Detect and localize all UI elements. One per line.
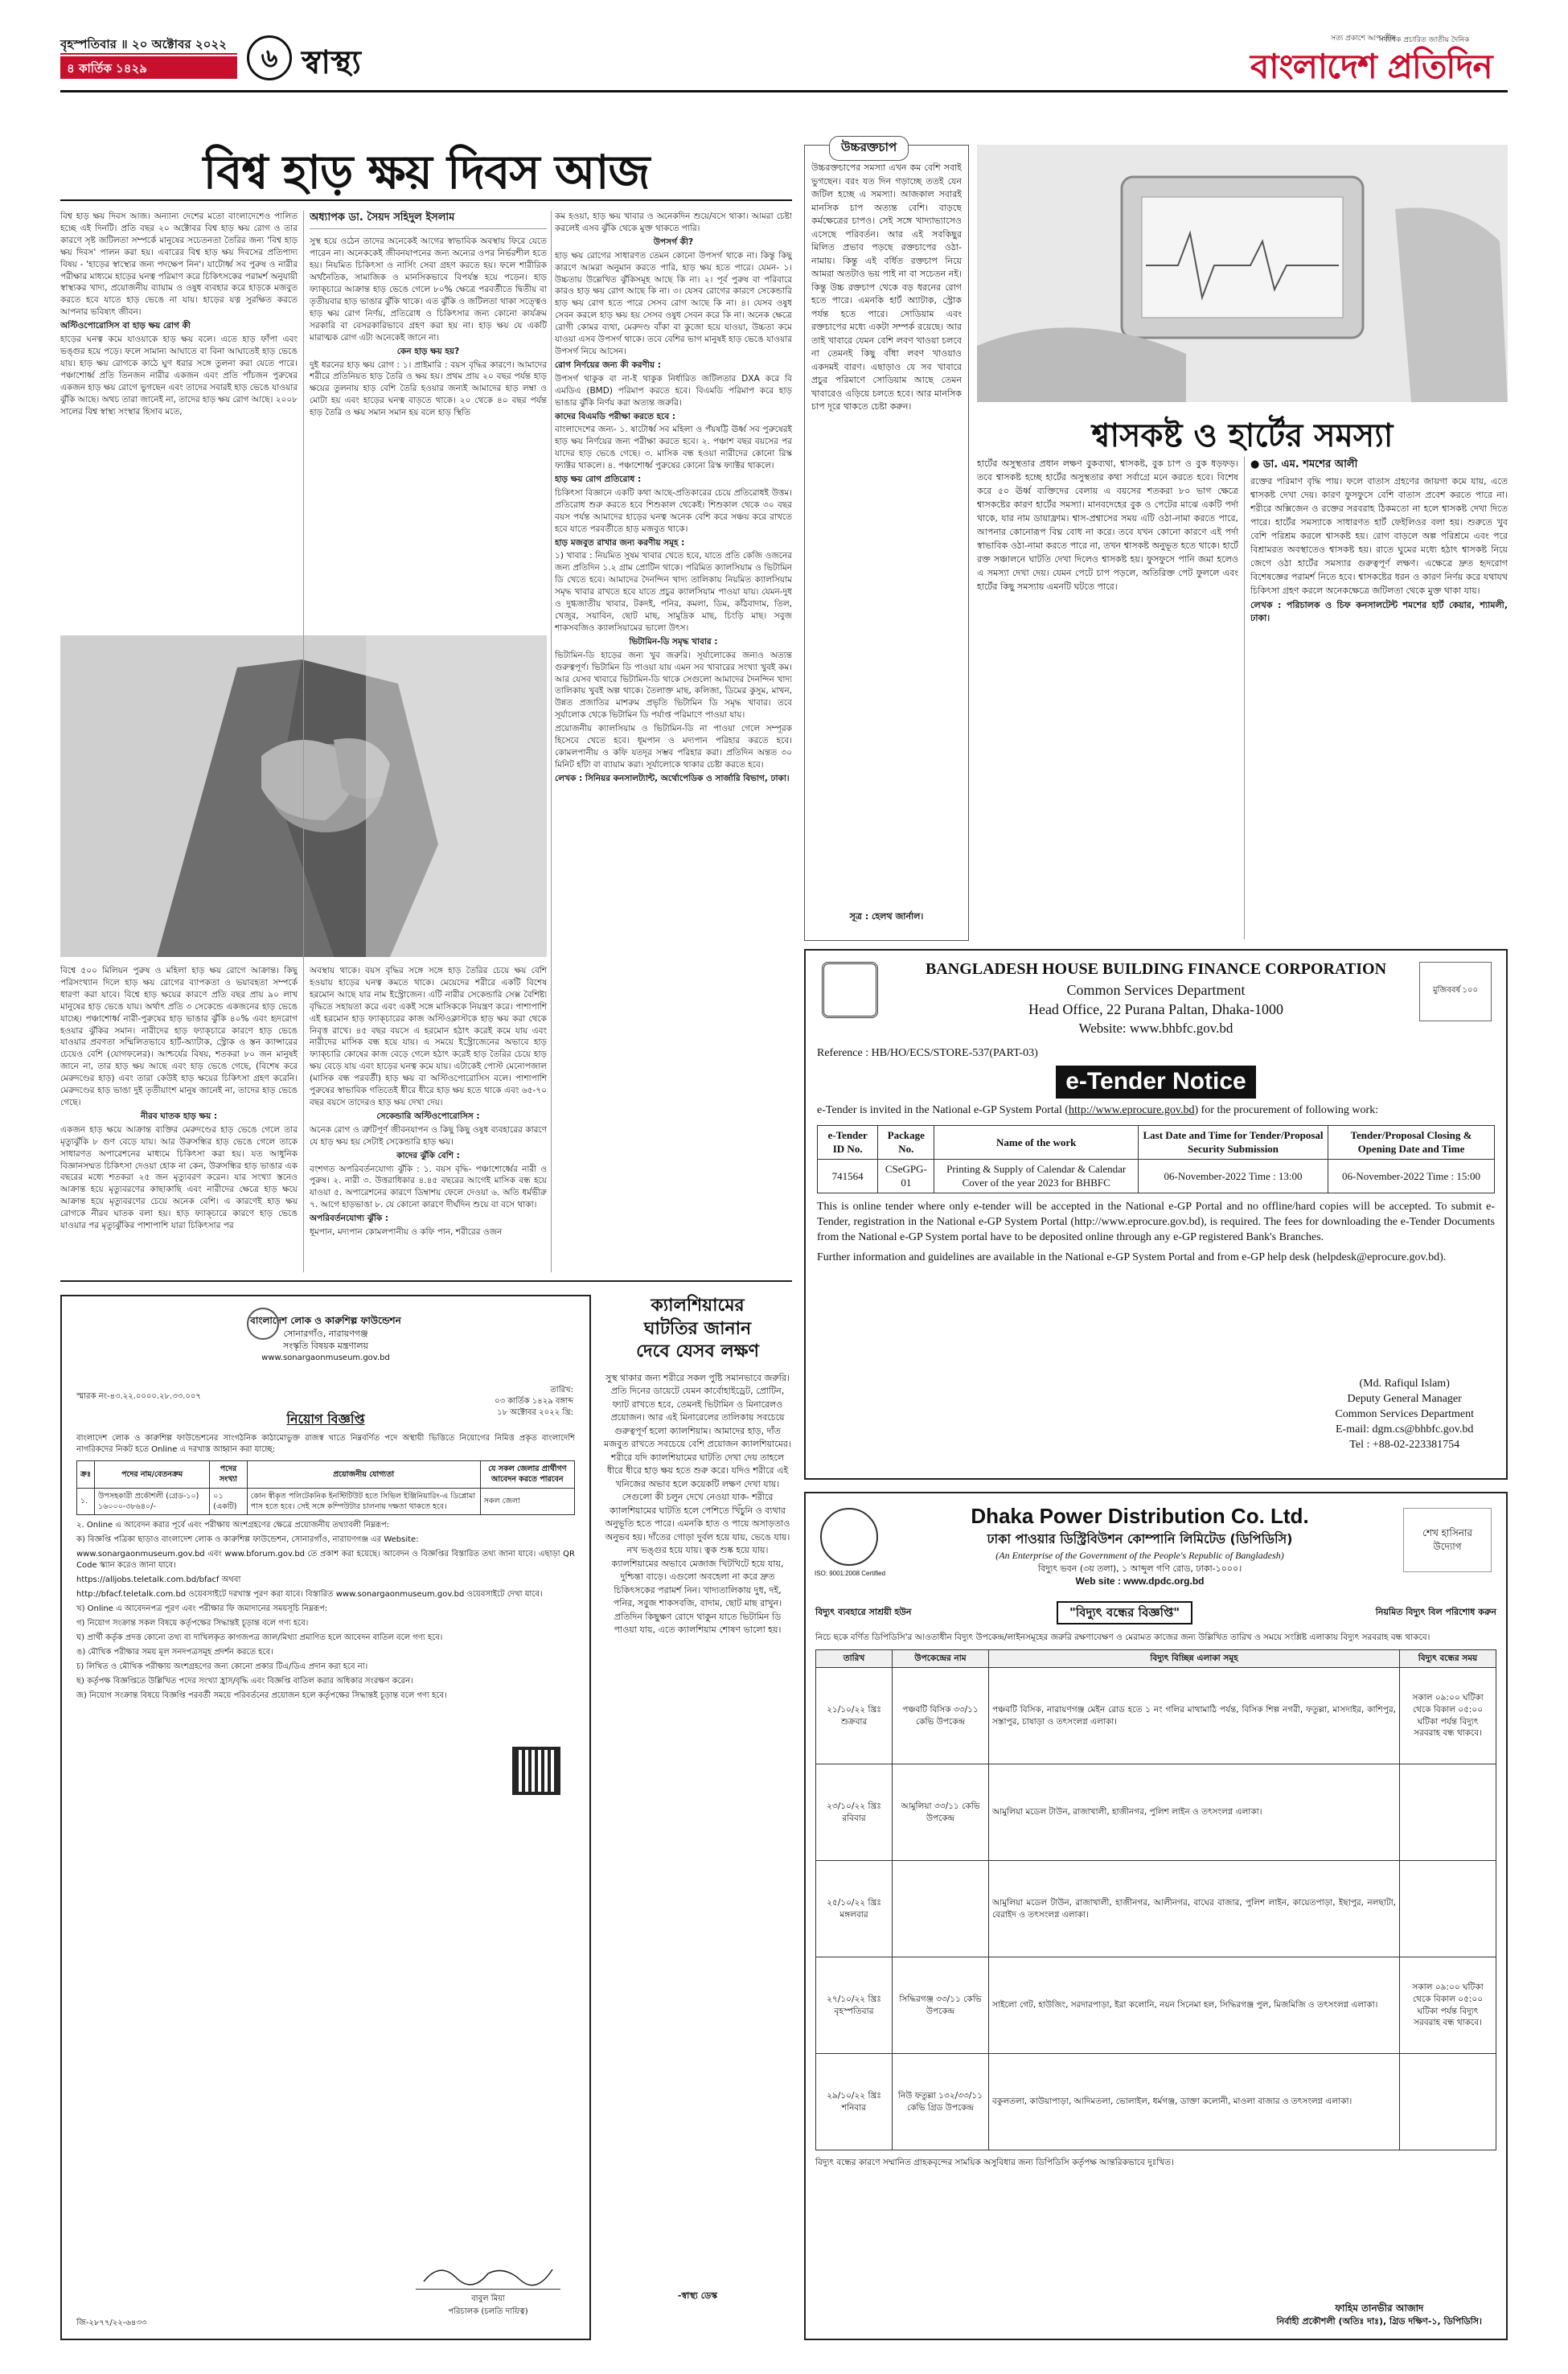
museum-logo <box>247 1308 279 1340</box>
bone-body-what: হাড়ের ঘনত্ব কমে যাওয়াকে হাড় ক্ষয় বলে। এতে হাড় ফাঁপা এবং ভঙ্গুর হয়ে পড়ে। ফলে সামান্য আঘাতে বা বিনা আঘাতেই হাড় ভেঙে যায়। হাড় ক্ষয় রোগকে কাঠে ঘুণ ধরার সঙ্গে তুলনা করা যেতে পারে। পঞ্চাশোর্ধ্ব প্রতি তিনজন নারীর একজন এবং প্রতি পাঁচজন পুরুষের একজন হাড় ক্ষয় রোগে ভুগছেন এবং তাদের সবারই হাড় ভেঙে যাওয়ার ঝুঁকি আছে। অথচ তারা জানেই না, তাদের হাড় ক্ষয় রোগ আছে। ২০০৮ সালের বিশ্ব স্বাস্থ্য সংস্থার হিসাব মতে, <box>60 335 298 417</box>
bhbfc-intro <box>817 1103 1495 1119</box>
bone-col3-body6: ভিটামিন-ডি হাড়ের জন্য খুব জরুরি। সূর্যালোকের জন্যও অত্যন্ত গুরুত্বপূর্ণ। ভিটামিন ডি পাওয়া যায় এমন সব খাবারের সংখ্যা খুবই কম। আর যেসব খাবারে ভিটামিন-ডি থাকে সেগুলো আমাদের দৈনন্দিন খাদ্য তালিকায় খুবই অল্প থাকে। তৈলাক্ত মাছ, কলিজা, ডিমের কুসুম, মাখন, উন্নত প্রজাতির মাশরুম প্রভৃতি ভিটামিন ডি সমৃদ্ধ খাবার। তবে সূর্যালোক থেকে ভিটামিন ডি পর্যাপ্ত পরিমাণে পাওয়া যায়। <box>555 650 792 721</box>
table-cell: সকল জেলা <box>480 1488 574 1515</box>
bhbfc-logo <box>822 962 878 1018</box>
breath-headline: শ্বাসকষ্ট ও হার্টের সমস্যা <box>1091 417 1394 454</box>
museum-post-table <box>76 1460 575 1515</box>
bone-col2-top <box>310 211 547 632</box>
calcium-body: সুস্থ থাকার জন্য শরীরে সকল পুষ্টি সমানভাবে জরুরি। প্রতি দিনের ডায়েটে যেমন কার্বোহাইড্রেট, প্রোটিন, ফ্যাট রাখতে হবে, তেমনই ভিটামিন ও মিনারেলও প্রয়োজন। আর এই মিনারেলের তালিকায় সবচেয়ে গুরুত্বপূর্ণ হলো ক্যালশিয়াম। আমাদের হাড়, দাঁত মজবুত রাখতে সবচেয়ে বেশি প্রয়োজন ক্যালশিয়ামের। শরীরে যদি ক্যালশিয়ামের ঘাটতি দেখা দেয় তাহলে ধীরে ধীরে হাড় ক্ষয় হতে শুরু করে। যদিও শরীরে এই খনিজের অভাব হলে কয়েকটি লক্ষণ দেখা যায়। সেগুলো কী চলুন দেখে নেওয়া যাক- শরীরে ক্যালশিয়ামের ঘাটতি হলে পেশিতে খিঁচুনি ও ব্যথার অনুভূতি হতে পারে। এমনকি হাত ও পায়ে অসাড়তাও অনুভব হয়। দাঁতের গোড়া দুর্বল হয়ে যায়, ভেঙে যায়। নখ ভঙ্গুর হয়ে যায়। ত্বক শুষ্ক হয়ে যায়। ক্যালশিয়ামের অভাবে মেজাজ খিটখিটে হয়ে যায়, দুশ্চিন্তা বাড়ে। এগুলো অবহেলা না করে দ্রুত চিকিৎসকের পরামর্শ নিন। খাদ্যতালিকায় দুধ, দই, পনির, সবুজ শাকসবজি, বাদাম, ছোট মাছ রাখুন। প্রতিদিন কিছুক্ষণ রোদে থাকুন যাতে ভিটামিন ডি পাওয়া যায়, এতে ক্যালশিয়াম শোষণ ভালো হয়। <box>604 1372 791 1636</box>
dpdc-tag-row <box>815 1601 1496 1625</box>
bone-col2-body: সুস্থ হয়ে ওঠেন তাদের অনেকেই আগের স্বাভাবিক অবস্থায় ফিরে যেতে পারেন না। অনেককেই জীবনযাপনের জন্য অন্যের ওপর নির্ভরশীল হতে হয়। নিয়মিত চিকিৎসা ও নার্সিং সেবা গ্রহণ করতে হয়। ফলে শারীরিক অর্থনৈতিক, সামাজিক ও মানসিকভাবে বিপর্যস্ত হয়ে পড়েন। হাড় ফ্যাক্চারে আক্রান্ত হাড় ভেঙে গেলে ৮০% ক্ষেত্রে পরবর্তীতে দ্বিতীয় বা তৃতীয়বার হাড় ভাঙার ঝুঁকি থাকে। এত ঝুঁকি ও জটিলতা থাকা সত্ত্বেও হাড় ক্ষয় রোগ নির্ণয়, প্রতিরোধ ও চিকিৎসার জন্য কোনো কার্যক্রম সরকারি বা বেসরকারিভাবে গ্রহণ করা হয় না। হাড় ক্ষয় যে একটি মারাত্মক রোগ এটা অনেকেই জানে না। <box>310 236 547 343</box>
museum-job-ad <box>60 1295 591 2340</box>
museum-point: জ) নিয়োগ সংক্রান্ত বিষয়ে বিজ্ঞপ্তি পরবর্তী সময়ে পরিবর্তনের প্রয়োজন হলে কর্তৃপক্ষের সিদ্ধান্তই চূড়ান্ত বলে গণ্য হবে। <box>76 1691 447 1701</box>
museum-signer: বাবুল মিয়া <box>471 2294 505 2303</box>
logo-name: বাংলাদেশ প্রতিদিন <box>1250 47 1492 86</box>
museum-point: গ) নিয়োগ সংক্রান্ত সকল বিষয়ে কর্তৃপক্ষের সিদ্ধান্তই চূড়ান্ত বলে গণ্য হবে। <box>76 1619 309 1629</box>
museum-signer-title: পরিচালক (চলতি দায়িত্ব) <box>448 2307 528 2316</box>
museum-signature <box>416 2257 560 2290</box>
section-title: স্বাস্থ্য <box>302 44 362 81</box>
museum-date-block <box>495 1385 573 1419</box>
table-header-cell: যে সকল জেলার প্রার্থীগণ আবেদন করতে পারবেন <box>480 1460 574 1488</box>
bone-subhead-todo: হাড় মজবুত রাখার জন্য করণীয় সমূহ : <box>555 537 685 548</box>
bone-closing: লেখক : সিনিয়র কনসালট্যান্ট, অর্থোপেডিক ও সার্জারি বিভাগ, ঢাকা। <box>555 773 790 783</box>
masthead-rule <box>60 90 1508 92</box>
dpdc-substation-cell: সিদ্ধিরগঞ্জ ৩৩/১১ কেভি উপকেন্দ্র <box>893 1957 989 2054</box>
bhbfc-intro-before: e-Tender is invited in the National e-GP System Portal ( <box>817 1103 1069 1116</box>
museum-points <box>76 1520 575 1702</box>
bone-col3-body5: ১) খাবার : নিয়মিত সুষম খাবার খেতে হবে, যাতে প্রতি কেজি ওজনের জন্য প্রতিদিন ১.২ গ্রাম প্রোটিন থাকে। পরিমিত ক্যালসিয়াম ও ভিটামিন ডি খেতে হবে। আমাদের দৈনন্দিন খাদ্য তালিকায় নিয়মিত ক্যালসিয়াম সমৃদ্ধ খাবার রাখতে হবে যাতে প্রচুর ক্যালসিয়াম পাওয়া যায়। যেমন-দুধ ও দুগ্ধজাতীয় খাবার, টকদই, পনির, কমলা, ডিম, কাঁঠবাদাম, তিল, খেজুর, সয়াবিন, ছোট মাছ, সামুদ্রিক মাছ, চিংড়ি মাছ। সবুজ শাকসবজিও ক্যালসিয়ামের ভালো উৎস। <box>555 551 792 633</box>
museum-date-1: ০৩ কার্তিক ১৪২৯ বঙ্গাব্দ <box>495 1397 573 1406</box>
table-header-cell: প্রয়োজনীয় যোগ্যতা <box>247 1460 480 1488</box>
bhbfc-para2: Further information and guidelines are available in the National e-GP System Portal and from e-GP help desk (helpdesk@eprocure.gov.bd). <box>817 1251 1447 1263</box>
bhbfc-badge-text: মুজিববর্ষ ১০০ <box>1433 986 1478 995</box>
bone-col2-body2: দুই ধরনের হাড় ক্ষয় রোগ : ১। প্রাইমারি : বয়স বৃদ্ধির কারণে। আমাদের শরীরে প্রতিনিয়ত হাড় তৈরি ও ক্ষয় হয়। প্রথম প্রায় ২০ বছর পর্যন্ত হাড় ক্ষয়ের তুলনায় হাড় বেশি তৈরি হওয়ার জন্যই আমাদের হাড় লম্বা ও মোটা হয় এবং হাড়ের ঘনত্ব বাড়তে থাকে। ২০ থেকে ৪০ বছর পর্যন্ত হাড় তৈরি ও ক্ষয় সমান সমান হয় বলে হাড় স্থিতি <box>310 359 547 418</box>
breath-col-rule <box>1244 457 1245 939</box>
bhbfc-tender-ad <box>804 949 1508 1480</box>
dpdc-date-cell: ২৭/১০/২২ খ্রিঃ বৃহস্পতিবার <box>816 1957 893 2054</box>
museum-footer-code: জি-২৮৭৭/২২-৬৪৩৩ <box>76 2319 147 2327</box>
author-bullet-icon: ● <box>1250 458 1263 470</box>
bhbfc-sig-dept: Common Services Department <box>1335 1407 1474 1420</box>
dpdc-notice-ad <box>804 1492 1508 2340</box>
bp-box <box>804 140 969 941</box>
museum-point: ঙ) মৌখিক পরীক্ষার সময় মূল সনদপত্রসমূহ প্রদর্শন করতে হবে। <box>76 1648 273 1657</box>
table-header-cell: ক্রঃ <box>77 1460 95 1488</box>
table-row <box>816 1861 1496 1957</box>
table-header-cell: Tender/Proposal Closing & Opening Date and Time <box>1328 1125 1495 1159</box>
bone-col3-body4: চিকিৎসা বিজ্ঞানে একটি কথা আছে-প্রতিকারের চেয়ে প্রতিরোধই উত্তম। প্রতিরোধ শুরু করতে হবে শিশুকাল থেকেই। শিশুকাল থেকে ৩০ বছর বয়স পর্যন্ত আমাদের হাড়ের ঘনত্ব অনেক বেশি করে সঞ্চয় করে রাখতে হবে যাতে পরবর্তীতে হাড় মজবুত থাকে। <box>555 487 792 534</box>
table-row <box>816 1957 1496 2054</box>
bhbfc-sig-email[interactable]: E-mail: dgm.cs@bhbfc.gov.bd <box>1335 1423 1474 1435</box>
museum-point: ২. Online এ আবেদন করার পূর্বে এবং পরীক্ষায় অংশগ্রহণের ক্ষেত্রে প্রয়োজনীয় তথ্যাবলী নিম্নরূপ: <box>76 1521 390 1530</box>
table-cell: Printing & Supply of Calendar & Calendar Cover of the year 2023 for BHBFC <box>934 1159 1139 1193</box>
bhbfc-sig-title: Deputy General Manager <box>1347 1392 1462 1405</box>
bhbfc-notice-title: e-Tender Notice <box>1056 1066 1256 1099</box>
bone-col3-bottom: প্রয়োজনীয় ক্যালসিয়াম ও ভিটামিন-ডি না পাওয়া গেলে সম্পূরক হিসেবে খেতে হবে। ধূমপান ও মদ্যপান পরিহার করতে হবে। কোমলপানীয় ও কফি যতদূর সম্ভব পরিহার করা। প্রতিদিন অন্তত ৩০ মিনিট হাঁটা বা ব্যায়াম করা। সূর্যালোকে থাকার চেষ্টা করতে হবে। <box>555 724 792 770</box>
bhbfc-sig-name: (Md. Rafiqul Islam) <box>1359 1378 1450 1390</box>
logo-tagline: সত্য প্রকাশে আপসহীন <box>1331 35 1396 43</box>
table-header-cell: পদের সংখ্যা <box>210 1460 247 1488</box>
museum-org-1: বাংলাদেশ লোক ও কারুশিল্প ফাউন্ডেশন <box>250 1315 401 1326</box>
dpdc-address: বিদ্যুৎ ভবন (৩য় তলা), ১ আব্দুল গণি রোড, ঢাকা-১০০০। <box>1037 1563 1242 1574</box>
calcium-headline-1: ক্যালশিয়ামের <box>651 1296 745 1316</box>
bp-box-title: উচ্চরক্তচাপ <box>829 136 909 161</box>
bp-box-credit: সূত্র : হেলথ জার্নাল। <box>849 911 924 922</box>
dpdc-sig-title: নির্বাহী প্রকৌশলী (অতিঃ দাঃ), গ্রিড দক্ষিণ-১, ডিপিডিসি। <box>1276 2315 1482 2327</box>
heart-monitor-photo <box>977 145 1508 402</box>
dpdc-time-cell: সকাল ০৯:০০ ঘটিকা থেকে বিকাল ০৫:০০ ঘটিকা পর্যন্ত বিদ্যুৎ সরবরাহ বন্ধ থাকবে। <box>1400 1668 1496 1764</box>
logo-subtitle: সর্বাধিক প্রচারিত জাতীয় দৈনিক <box>1379 36 1470 44</box>
dpdc-area-cell: পঞ্চবটি বিসিক, নারায়ণগঞ্জ মেইন রোড হতে ১ নং গলির মাথামাঠি পর্যন্ত, বিসিক শিল্প নগরী, ফতুল্লা, মাসদাইর, কাশিপুর, সস্তাপুর, চাষাড়া ও তৎসংলগ্ন এলাকা। <box>989 1668 1400 1764</box>
dpdc-date-cell: ২৯/১০/২২ খ্রিঃ শনিবার <box>816 2054 893 2150</box>
museum-point: চ) লিখিত ও মৌখিক পরীক্ষায় অংশগ্রহণের জন্য কোনো প্রকার টিএ/ডিএ প্রদান করা হবে না। <box>76 1662 368 1672</box>
bone-headline: বিশ্ব হাড় ক্ষয় দিবস আজ <box>203 145 650 199</box>
masthead <box>60 32 1508 97</box>
bone-author: অধ্যাপক ডা. সৈয়দ সহিদুল ইসলাম <box>310 211 547 229</box>
museum-org-2: সোনারগাঁও, নারায়ণগঞ্জ <box>283 1328 368 1339</box>
table-cell: ০১ (একটি) <box>210 1488 247 1515</box>
bone-subhead-diagnosis: রোগ নির্ণয়ের জন্য কী করণীয় : <box>555 359 661 370</box>
dpdc-time-cell <box>1400 1764 1496 1861</box>
bone-subhead-changeable: অপরিবর্তনযোগ্য ঝুঁকি : <box>310 1214 389 1224</box>
bone-subhead-what: অস্টিওপোরোসিস বা হাড় ক্ষয় রোগ কী <box>60 321 191 331</box>
bone-col3-body2: উপসর্গ থাকুক বা না-ই থাকুক নির্ধারিত জটিলতার DXA করে বি এমডিএ (BMD) পরিমাপ করতে হবে। বিএমডি পরিমাপ করে হাড় ভাঙার ঝুঁকি নির্ণয় করা অত্যন্ত জরুরি। <box>555 373 792 408</box>
bone-headline-rule <box>60 199 792 201</box>
museum-point: https://alljobs.teletalk.com.bd/bfacf অথবা <box>76 1575 241 1585</box>
bone-subhead-prevention: হাড় ক্ষয় রোগ প্রতিরোধ : <box>555 474 642 485</box>
calcium-credit: -স্বাস্থ্য ডেস্ক <box>677 2290 718 2301</box>
table-header-cell: বিদ্যুৎ বিচ্ছিন্ন এলাকা সমূহ <box>989 1650 1400 1668</box>
bhbfc-intro-link[interactable]: http://www.eprocure.gov.bd <box>1069 1103 1195 1116</box>
bhbfc-table-row <box>818 1159 1495 1193</box>
museum-table-row <box>77 1488 575 1515</box>
dpdc-area-cell: সাইলো গেট, হাউজিং, সরদারপাড়া, ইরা কলোনি, নয়ন সিনেমা হল, সিদ্ধিরগঞ্জ পুল, মিজমিজি ও তৎসংলগ্ন এলাকা। <box>989 1957 1400 2054</box>
dpdc-website[interactable]: Web site : www.dpdc.org.bd <box>1075 1575 1205 1587</box>
bhbfc-reference: Reference : HB/HO/ECS/STORE-537(PART-03) <box>817 1046 1038 1059</box>
dpdc-signature <box>1277 2302 1482 2327</box>
bhbfc-website[interactable]: Website: www.bhbfc.gov.bd <box>1078 1020 1233 1036</box>
dpdc-org-sub: (An Enterprise of the Government of the People's Republic of Bangladesh) <box>995 1549 1284 1561</box>
dpdc-side-badge <box>1403 1508 1492 1572</box>
museum-point: ঘ) প্রার্থী কর্তৃক প্রদত্ত কোনো তথ্য বা দাখিলকৃত কাগজপত্র জাল/মিথ্যা প্রমাণিত হলে আবেদন বাতিল বলে গণ্য হবে। <box>76 1633 443 1643</box>
calcium-headline-3: দেবে যেসব লক্ষণ <box>636 1341 759 1362</box>
dpdc-org-bn: ঢাকা পাওয়ার ডিস্ট্রিবিউশন কোম্পানি লিমিটেড (ডিপিডিসি) <box>987 1531 1293 1547</box>
bone-col2-bottom-body4: ধূমপান, মদ্যপান কোমলপানীয় ও কফি পান, শরীরের ওজন <box>310 1227 503 1238</box>
dpdc-substation-cell: পঞ্চবটি বিসিক ৩৩/১১ কেভি উপকেন্দ্র <box>893 1668 989 1764</box>
breath-closing: লেখক : পরিচালক ও চিফ কনসালটেন্ট শমশের হার্ট কেয়ার, শ্যামলী, ঢাকা। <box>1250 600 1508 624</box>
table-header-cell: Name of the work <box>934 1125 1139 1159</box>
dpdc-apology: বিদ্যুৎ বন্ধের কারণে সম্মানিত গ্রাহকবৃন্দের সাময়িক অসুবিধার জন্য ডিপিডিসি কর্তৃপক্ষ আন্তরিকভাবে দুঃখিত। <box>815 2158 1174 2168</box>
bone-col-rule-1 <box>303 211 304 1272</box>
bhbfc-sig-tel: Tel : +88-02-223381754 <box>1349 1438 1460 1451</box>
calcium-headline-2: ঘাটতির জানান <box>643 1318 752 1339</box>
dpdc-org: Dhaka Power Distribution Co. Ltd. <box>971 1504 1309 1528</box>
museum-point: http://bfacf.teletalk.com.bd ওয়েবসাইটে দরখাস্ত পূরণ করা যাবে। বিস্তারিত www.sonargaonmuseum.gov.bd ওয়েবসাইটে দেখা যাবে। <box>76 1590 543 1600</box>
bone-col2-bottom-body: অবস্থায় থাকে। বয়স বৃদ্ধির সঙ্গে সঙ্গে হাড় তৈরির চেয়ে ক্ষয় বেশি হওয়ায় হাড়ের ঘনত্ব কমতে থাকে। মেয়েদের শরীরে একটি বিশেষ হরমোন আছে যার নাম ইস্ট্রোজেন। এটি নারীর সেকেন্ডারি সেক্স বৈশিষ্ট্য বৃদ্ধিতে সহায়তা করে এবং একই সঙ্গে মাসিককে নিয়ন্ত্রণ করে। পাশাপাশি এই হরমোন হাড় ফ্যাক্চারের কাজ অস্টিওক্লাস্টকে হাড় ক্ষয় করা থেকে নিবৃত্ত রাখে। ৪৫ বছর বয়সে এ হরমোন হঠাৎ করেই কমে যায় এবং নারীদের মাসিক বন্ধ হয়ে যায়। এ সময়ে ইস্ট্রোজেনের অভাবে হাড় ফ্যাক্চারি কোষের কাজ বেড়ে গেলে হঠাৎ করেই হাড় তৈরির চেয়ে হাড় ক্ষয় বেড়ে যায় এবং হাড়ের ঘনত্ব কমে যায়। এটাকেই পোস্ট মেনোপজাল (মাসিক বন্ধ পরবর্তী) হাড় ক্ষয় বা অস্টিওপোরোসিস বলে। পাশাপাশি পুরুষের স্বাভাবিক গতিতেই ধীরে ধীরে হাড় ক্ষয় হতে থাকে এবং ৬৫-৭০ বছর বয়সে তাদেরও হাড় ক্ষয় দেখা দেয়। <box>310 966 547 1107</box>
dpdc-table <box>815 1649 1496 2150</box>
museum-date-2: ১৮ অক্টোবর ২০২২ খ্রি: <box>497 1408 573 1417</box>
bhbfc-dept: Common Services Department <box>1066 982 1246 998</box>
bone-col1-bottom-body: বিশ্বে ৫০০ মিলিয়ন পুরুষ ও মহিলা হাড় ক্ষয় রোগে আক্রান্ত। কিছু পরিসংখ্যান দিলে হাড় ক্ষয় রোগের ব্যাপকতা ও ভয়াবহতা সম্পর্কে ধারণা করা যাবে। বিশ্বে হাড় ক্ষয়ের কারণে প্রতি বছর প্রায় ৯০ লাখ মানুষের হাড় ভেঙে যায়। অর্থাৎ প্রতি ৩ সেকেন্ডে একজনের হাড় ভেঙে যাচ্ছে। পঞ্চাশোর্ধ্ব নারী-পুরুষের হাড় ভাঙার ঝুঁকি ৪০% এবং হৃদরোগ হওয়ার ঝুঁকির সমান। নারীদের হাড় ফ্যাক্চারে কারণে হাড় ভেঙে যাওয়ার প্রবণতা সম্মিলিতভাবে হার্ট-অ্যাটাক, স্ট্রোক ও স্তন ক্যান্সারের চেয়েও বেশি (যোগফলের)। আশ্চর্যের বিষয়, শতকরা ৮০ জন মানুষই জানে না, তার হাড় ক্ষয় আছে এবং হাড় ভেঙে গেছে, (বিশেষ করে মেরুদণ্ডের হাড়) এবং তারা কেউই হাড় ক্ষয়ের চিকিৎসা গ্রহণ করেনি। মেরুদণ্ডের হাড় ভাঙা দুই তৃতীয়াংশ মানুষ জানেই না, তাদের হাড় ভেঙে গেছে। <box>60 966 298 1107</box>
breath-col2 <box>1250 474 1508 939</box>
dpdc-substation-cell: নিউ ফতুল্লা ১৩২/৩৩/১১ কেভি গ্রিড উপকেন্দ্র <box>893 2054 989 2150</box>
bone-subhead-vitd: ভিটামিন-ডি সমৃদ্ধ খাবার : <box>629 636 718 647</box>
table-cell: 06-November-2022 Time : 13:00 <box>1139 1159 1328 1193</box>
dpdc-side-badge-2: উদ্যোগ <box>1433 1540 1462 1552</box>
table-header-cell: বিদ্যুৎ বন্ধের সময় <box>1400 1650 1496 1668</box>
dpdc-date-cell: ২৩/১০/২২ খ্রিঃ রবিবার <box>816 1764 893 1861</box>
table-cell: ১. <box>77 1488 95 1515</box>
museum-point: www.sonargaonmuseum.gov.bd এবং www.bforum.gov.bd তে প্রকাশ করা হয়েছে। আবেদন ও বিজ্ঞপ্তির বিস্তারিত তথ্য জানা যাবে। এছাড়া QR Code স্ক্যান করেও জানা যাবে। <box>76 1550 575 1571</box>
breath-col1-body: হার্টের অসুস্থতার প্রধান লক্ষণ বুকব্যথা, শ্বাসকষ্ট, বুক চাপ ও বুক ধড়ফড়। তবে শ্বাসকষ্ট হচ্ছে হার্টের অসুস্থতার কথা সর্বাগ্রে মনে করতে হবে। বিশেষ করে ৫০ ঊর্ধ্ব ব্যক্তিদের বেলায় এ বয়সের শতকরা ৮০ ভাগ ক্ষেত্রে শ্বাসকষ্টের কারণ হার্টের সমস্যা। মানবদেহের বুক ও পেটের মাঝে একটি পর্দা থাকে, যার নাম ডায়াফ্রাম। শ্বাস-প্রশ্বাসের সময় এটি ওঠা-নামা করতে পারে, আপনার কোনোরূপ বিঘ্ন বোধ না করে। তবে যখন কোনো কারণে এই পর্দা স্বাভাবিক ওঠা-নামা করতে পারে না, তখন শ্বাসকষ্ট অনুভূত হতে থাকে। হার্টে রক্ত সঞ্চালনে ঘাটতি দেখা দিলেও শ্বাসকষ্ট হয়। ফুসফুসে পানি জমা হলেও এ সমস্যা দেখা দেয়। যেমন পেটে চাপ পড়লে, অতিরিক্ত পেট ফুললে এবং হার্টের কিছু সমস্যায় এমনটি ঘটতে পারে। <box>977 458 1238 593</box>
bone-subhead-symptoms: উপসর্গ কী? <box>653 236 694 247</box>
bone-col3 <box>555 211 792 1272</box>
dpdc-date-cell: ২৫/১০/২২ খ্রিঃ মঙ্গলবার <box>816 1861 893 1957</box>
dpdc-substation-cell <box>893 1861 989 1957</box>
dpdc-table-header <box>816 1650 1496 1668</box>
table-cell: CSeGPG-01 <box>878 1159 934 1193</box>
dpdc-intro: নিচে ছকে বর্ণিত ডিপিডিসি'র আওতাধীন বিদ্যুৎ উপকেন্দ্র/লাইনসমূহের জরুরি রক্ষণাবেক্ষণ ও মেরামত কাজের জন্য উল্লিখিত তারিখ ও সময়ে সংশ্লিষ্ট এলাকায় বিদ্যুৎ সরবরাহ বন্ধ থাকবে। <box>815 1632 1430 1642</box>
signature-scribble <box>416 2257 560 2290</box>
dpdc-iso: ISO: 9001:2008 Certified <box>814 1570 886 1577</box>
bone-col1-bottom <box>60 965 298 1272</box>
dpdc-substation-cell: আমুলিয়া ৩৩/১১ কেভি উপকেন্দ্র <box>893 1764 989 1861</box>
bone-subhead-why: কেন হাড় ক্ষয় হয়? <box>396 346 460 356</box>
bone-col-rule-2 <box>551 211 552 1272</box>
logo <box>1250 32 1508 90</box>
table-cell: 06-November-2022 Time : 15:00 <box>1328 1159 1495 1193</box>
bhbfc-tender-table <box>817 1125 1495 1193</box>
breath-col2-body: রক্তের পরিমাণ বৃদ্ধি পায়। ফলে বাতাস গ্রহণের জায়গা কমে যায়, এতে শ্বাসকষ্ট দেখা দেয়। কারণ ফুসফুসে বেশি বাতাস প্রবেশ করতে পারে না। শরীরে অক্সিজেন ও রক্তের সরবরাহ ঠিকমতো না হলে শ্বাসকষ্ট দেখা দিতে পারে। হার্টের সমস্যাকে সাধারণত হার্ট ফেইলিওর বলা হয়। শুরুতে খুব বেশি পরিশ্রম করলে শ্বাসকষ্ট হয়। রোগ বাড়লে অল্প পরিশ্রমে এবং পরে বিশ্রামরত অবস্থাতেও শ্বাসকষ্ট হয়। রাতে ঘুমের মধ্যে হঠাৎ শ্বাসকষ্ট নিয়ে জেগে ওঠা হার্টের সমস্যার গুরুত্বপূর্ণ লক্ষণ। এক্ষেত্রে দ্রুত হৃদরোগ বিশেষজ্ঞের পরামর্শ নিতে হবে। শ্বাসকষ্টের ধরন ও কারণ নির্ণয় করে যথাযথ চিকিৎসা গ্রহণ করলে অনেকক্ষেত্রে জটিলতা থেকে মুক্ত থাকা যায়। <box>1250 476 1508 597</box>
heart-monitor-illustration <box>977 145 1508 402</box>
dpdc-left-tag: বিদ্যুৎ ব্যবহারে সাশ্রয়ী হউন <box>815 1606 912 1617</box>
table-header-cell: তারিখ <box>816 1650 893 1668</box>
bone-bottom-rule <box>60 1280 792 1282</box>
table-header-cell: e-Tender ID No. <box>818 1125 878 1159</box>
dpdc-time-cell <box>1400 2054 1496 2150</box>
bone-col3-body1: হাড় ক্ষয় রোগের সাধারণত তেমন কোনো উপসর্গ থাকে না। কিন্তু কিছু কারণে আমরা অনুমান করতে পারি, হাড় ক্ষয় হতে পারে। যেমন- ১। উচ্চতায় উল্লেখিত ঝুঁকিসমূহ আছে কি না। ২। পূর্ব পুরুষ বা পরিবারে কারও হাড় ক্ষয় রোগ আছে কি না। ৩। যেসব রোগের কারণে সেকেন্ডারি হাড় ক্ষয় রোগ হতে পারে সেসব রোগ আছে কি না। ৪। যেসব ওষুধ সেবন করলে হাড় ক্ষয় হয় সেসব ওষুধ সেবন করে কি না। অনেক ক্ষেত্রে রোগী কোমর ব্যথা, মেরুদণ্ড বাঁকা বা কুজো হয়ে যাওয়া, উচ্চতা কমে যাওয়া এসব উপসর্গ থাকে। তবে বেশির ভাগ মানুষই হাড় ভেঙে যাওয়ার উপসর্গ নিয়ে আসেন। <box>555 250 792 356</box>
dpdc-right-tag: নিয়মিত বিদ্যুৎ বিল পরিশোধ করুন <box>1375 1606 1496 1617</box>
calcium-article <box>603 1295 792 2340</box>
date-line-1: বৃহস্পতিবার ॥ ২০ অক্টোবর ২০২২ <box>60 32 237 55</box>
museum-point: ক) বিজ্ঞপ্তি পত্রিকা ছাড়াও বাংলাদেশ লোক ও কারুশিল্প ফাউন্ডেশন, সোনারগাঁও, নারায়ণগঞ্জ এর Website: <box>76 1535 419 1545</box>
breath-col1 <box>977 457 1238 939</box>
table-cell: উপসহকারী প্রকৌশলী (গ্রেড-১০) ১৬০০০-৩৮৬৪০/- <box>95 1488 210 1515</box>
museum-org-web[interactable]: www.sonargaonmuseum.gov.bd <box>261 1353 390 1362</box>
museum-point: ছ) কর্তৃপক্ষ বিজ্ঞপ্তিতে উল্লিখিত পদের সংখ্যা হ্রাস/বৃদ্ধি এবং বিজ্ঞপ্তি বাতিল করার অধিকার সংরক্ষণ করেন। <box>76 1677 413 1686</box>
dpdc-area-cell: আমুলিয়া মডেল টাউন, রাজাখালী, হাজীনগর, আলীনগর, বাঘের বাজার, পুলিশ লাইন, কায়েতপাড়া, ইছাপুর, নলছাটা, বেরাইদ ও তৎসংলগ্ন এলাকা। <box>989 1861 1400 1957</box>
bone-col2-bottom <box>310 965 547 1272</box>
breath-author-name: ডা. এম. শমশের আলী <box>1262 458 1358 470</box>
bone-col1-bottom-body2: একজন হাড় ক্ষয়ে আক্রান্ত ব্যক্তির মেরুদণ্ডের হাড় ভেঙে গেলে তার মৃত্যুঝুঁকি ৮ গুণ বেড়ে যায়। আর উরুসন্ধির হাড় ভেঙে গেলে তাকে সাধারণত অপারেশনের মাধ্যমে চিকিৎসা করা হয়। যত আধুনিক বিজ্ঞানসম্মত চিকিৎসা দেওয়া হোক না কেন, উরুসন্ধির হাড় ভাঙার এক বছরের মধ্যে শতকরা ২৫ জন মৃত্যুবরণ করেন। যার সংখ্যা স্তনেও আক্রান্ত হয়ে মৃত্যুবরণের কাছাকাছি এবং নারীদের ক্ষেত্রে হাড় ক্ষয়ে আক্রান্ত হয়ে মৃত্যুবরণের চেয়ে অনেক বেশি। এ কারণেই হাড় ক্ষয় রোগকে নীরব ঘাতক বলা হয়। হাড় ফ্যাক্চারে কারণে হাড় ভেঙে যাওয়ার পর মৃত্যুঝুঁকির পাশাপাশি যারা চিকিৎসার পর <box>60 1124 298 1231</box>
museum-qr-code[interactable] <box>512 1747 560 1795</box>
calcium-headline <box>603 1295 792 1364</box>
bone-col2-bottom-body2: অনেক রোগ ও ত্রুটিপূর্ণ জীবনযাপন ও কিছু কিছু ওষুধ ব্যবহারের কারণে যে হাড় ক্ষয় হয় সেটাই সেকেন্ডারি হাড় ক্ষয়। <box>310 1124 547 1147</box>
bone-subhead-bmd: কাদের বিএমডি পরীক্ষা করতে হবে : <box>555 411 676 421</box>
bone-col3-body3: বাংলাদেশের জন্য- ১. ষাটোর্ধ্ব সব মহিলা ও পঁয়ষট্টি ঊর্ধ্ব সব পুরুষেরই হাড় ক্ষয় নির্ণয়ের জন্য পরীক্ষা করতে হবে। ২. পঞ্চাশ বছর বয়সের পর যাদের হাড় ভেঙে গেছে। ৩. মাসিক বন্ধ হওয়া নারীদের কোনো রিস্ক ফ্যাক্টর থাকলে। ৪. পঞ্চাশোর্ধ্ব পুরুষের কোনো রিস্ক ফ্যাক্টর থাকলে। <box>555 425 792 471</box>
table-header-cell: Package No. <box>878 1125 934 1159</box>
bhbfc-table-header <box>818 1125 1495 1159</box>
museum-date-label: তারিখ: <box>550 1386 573 1394</box>
dpdc-logo <box>820 1508 878 1566</box>
dpdc-area-cell: আমুলিয়া মডেল টাউন, রাজাখালী, হাজীনগর, পুলিশ লাইন ও তৎসংলগ্ন এলাকা। <box>989 1764 1400 1861</box>
bhbfc-signature <box>1335 1377 1474 1452</box>
table-header-cell: পদের নাম/বেতনক্রম <box>95 1460 210 1488</box>
table-cell: কোন স্বীকৃত পলিটেকনিক ইনস্টিটিউট হতে সিভিল ইঞ্জিনিয়ারিং-এ ডিপ্লোমা পাস হতে হবে। সেই সঙ্গে কম্পিউটার চালনায় দক্ষতা থাকতে হবে। <box>247 1488 480 1515</box>
table-header-cell: উপকেন্দ্রের নাম <box>893 1650 989 1668</box>
table-header-cell: Last Date and Time for Tender/Proposal Security Submission <box>1139 1125 1328 1159</box>
page-number: ৬ <box>247 35 292 80</box>
dpdc-time-cell <box>1400 1861 1496 1957</box>
museum-memo: স্মারক নং-৪৩.২২.০০০০.২৮.৩৩.০০৭ <box>76 1391 201 1401</box>
dpdc-date-cell: ২১/১০/২২ খ্রিঃ শুক্রবার <box>816 1668 893 1764</box>
museum-title: নিয়োগ বিজ্ঞপ্তি <box>286 1411 365 1427</box>
bone-subhead-risk: কাদের ঝুঁকি বেশি : <box>396 1150 460 1160</box>
breath-author <box>1250 457 1411 474</box>
dpdc-side-badge-1: শেখ হাসিনার <box>1422 1527 1473 1538</box>
museum-table-header <box>77 1460 575 1488</box>
bhbfc-badge <box>1419 962 1492 1021</box>
bhbfc-address: Head Office, 22 Purana Paltan, Dhaka-1000 <box>1028 1001 1284 1018</box>
dpdc-time-cell: সকাল ০৯:০০ ঘটিকা থেকে বিকাল ০৫:০০ ঘটিকা পর্যন্ত বিদ্যুৎ সরবরাহ বন্ধ থাকবে। <box>1400 1957 1496 2054</box>
bp-box-body: উচ্চরক্তচাপের সমস্যা এখন কম বেশি সবাই ভুগছেন। বরং যত দিন গড়াচ্ছে ততই যেন জটিল হচ্ছে এ সমস্যা। আজকাল সবারই মানসিক চাপ অত্যন্ত বেশি। বাড়ছে কর্মক্ষেত্রের চাপও। সেই সঙ্গে খাদ্যাভ্যাসেও এসেছে পরিবর্তন। আর এই সবকিছুর মিলিত প্রভাব পড়ছে রক্তচাপের ওঠা-নামায়। কিন্তু এই বর্ধিত রক্তচাপ নিয়ে আমরা অতটাও ভয় পাই না বা সচেতন নই। কিন্তু উচ্চ রক্তচাপ থেকে বড় ধরনের রোগ হতে পারে। এমনকি হার্ট অ্যাটাক, স্ট্রোক পর্যন্ত হতে পারে। সোডিয়াম এবং রক্তচাপের মধ্যে একটা সম্পর্ক রয়েছে। আর তাই খাবারে যেমন বেশি লবণ খাওয়া চলবে না তেমনই কিছু বাঁধা লবণ খাওয়াও একদমই বারণ। এছাড়াও যে সব খাবারে প্রচুর পরিমাণে সোডিয়াম আছে তেমন খাবারেও এড়িয়ে চলতে হবে। আর মানসিক চাপ দূরে থাকতে চেষ্টা করুন। <box>811 162 962 412</box>
dpdc-notice-title: "বিদ্যুৎ বন্ধের বিজ্ঞপ্তি" <box>1057 1601 1192 1624</box>
date-line-2: ৪ কার্তিক ১৪২৯ <box>60 56 237 79</box>
bhbfc-para1: This is online tender where only e-tender will be accepted in the National e-GP Portal and no offline/hard copies will be accepted. To submit e-Tender, registration in the National e-GP System Portal (http://www.eprocure.gov.bd), is required. The fees for downloading the e-Tender Documents from the National e-GP System portal have to be deposited online through any e-GP registered Bank's Branches. <box>817 1201 1495 1243</box>
table-cell: 741564 <box>818 1159 878 1193</box>
bone-col1-top <box>60 211 298 632</box>
museum-intro: বাংলাদেশ লোক ও কারুশিল্প ফাউন্ডেশনের সাংগঠনিক কাঠামোভুক্ত রাজস্ব খাতে নিম্নবর্ণিত পদে অস্থায়ী ভিত্তিতে নিয়োগের নিমিত্ত প্রকৃত বাংলাদেশি নাগরিকদের নিকট হতে Online এ দরখাস্ত আহ্বান করা যাচ্ছে: <box>76 1433 575 1454</box>
bone-col2-bottom-body3: বংশগত অপরিবর্তনযোগ্য ঝুঁকি : ১. বয়স বৃদ্ধি- পঞ্চাশোর্ধ্বের নারী ও পুরুষ। ২. নারী ৩. উত্তরাধিকার ৪.৪৫ বছরের আগেই মাসিক বন্ধ হয়ে যাওয়া ৫. অপারেশনের কারণে ডিম্বাশয় ফেলে দেওয়া ৬. অতি ধর্মভীরু ৭. আগে হাড়ভাঙা ৮. যে কোনো কারণে দীর্ঘদিন শুয়ে বা বসে থাকা। <box>310 1164 547 1210</box>
bhbfc-org: BANGLADESH HOUSE BUILDING FINANCE CORPORATION <box>925 960 1387 978</box>
dpdc-sig-name: ফাহিম তানভীর আজাদ <box>1335 2302 1424 2314</box>
bhbfc-intro-after: ) for the procurement of following work: <box>1194 1103 1379 1116</box>
table-row <box>816 2054 1496 2150</box>
table-row <box>816 1668 1496 1764</box>
dpdc-area-cell: বকুলতলা, কাউয়াপাড়া, আদিমতলা, ভোলাইল, ধর্মগঞ্জ, ডাক্তা কলোনী, মাওলা বাজার ও তৎসংলগ্ন এলাকা। <box>989 2054 1400 2150</box>
museum-point: খ) Online এ আবেদনপত্র পূরণ এবং পরীক্ষার ফি জমাদানের সময়সূচি নিম্নরূপ: <box>76 1604 328 1614</box>
bone-subhead-silent: নীরব ঘাতক হাড় ক্ষয় : <box>140 1111 218 1121</box>
bone-subhead-secondary: সেকেন্ডারি অস্টিওপোরোসিস : <box>376 1111 480 1121</box>
bone-intro: বিশ্ব হাড় ক্ষয় দিবস আজ। অন্যান্য দেশের মতো বাংলাদেশেও পালিত হচ্ছে এই দিনটি। প্রতি বছর ২০ অক্টোবর বিশ্ব হাড় ক্ষয় রোগ ও তার কারণে সৃষ্ট জটিলতা সম্পর্কে মানুষের সচেতনতা তৈরির জন্য 'বিশ্ব হাড় ক্ষয় দিবস' পালন করা হয়। এবারের বিশ্ব হাড় ক্ষয় দিবসের প্রতিপাদ্য বিষয় - 'হাড়ের স্বাস্থ্যের জন্য পদক্ষেপ নিন'। যাটোর্ধ্ব সব পুরুষ ও নারীর পরীক্ষার মাধ্যমে হাড়ের ঘনত্ব পরিমাণ করে চিকিৎসকের পরামর্শ অনুযায়ী স্বাস্থ্যকর খাদ্য, প্রয়োজনীয় ব্যায়াম ও ওষুধ ব্যবহার করে হাড়কে মজবুত করতে হবে যাতে হাড় ভেঙে না যায়। হাড়ের যত্ন সুরক্ষিত করতে আপনার ভবিষ্যৎ জীবন। <box>60 212 298 318</box>
bone-col3-top: কম হওয়া, হাড় ক্ষয় খাবার ও অনেকদিন শুয়ে/বসে থাকা। আমরা চেষ্টা করলেই এসব ঝুঁকি থেকে মুক্ত থাকতে পারি। <box>555 212 792 233</box>
table-row <box>816 1764 1496 1861</box>
museum-org-3: সংস্কৃতি বিষয়ক মন্ত্রণালয় <box>282 1341 369 1352</box>
